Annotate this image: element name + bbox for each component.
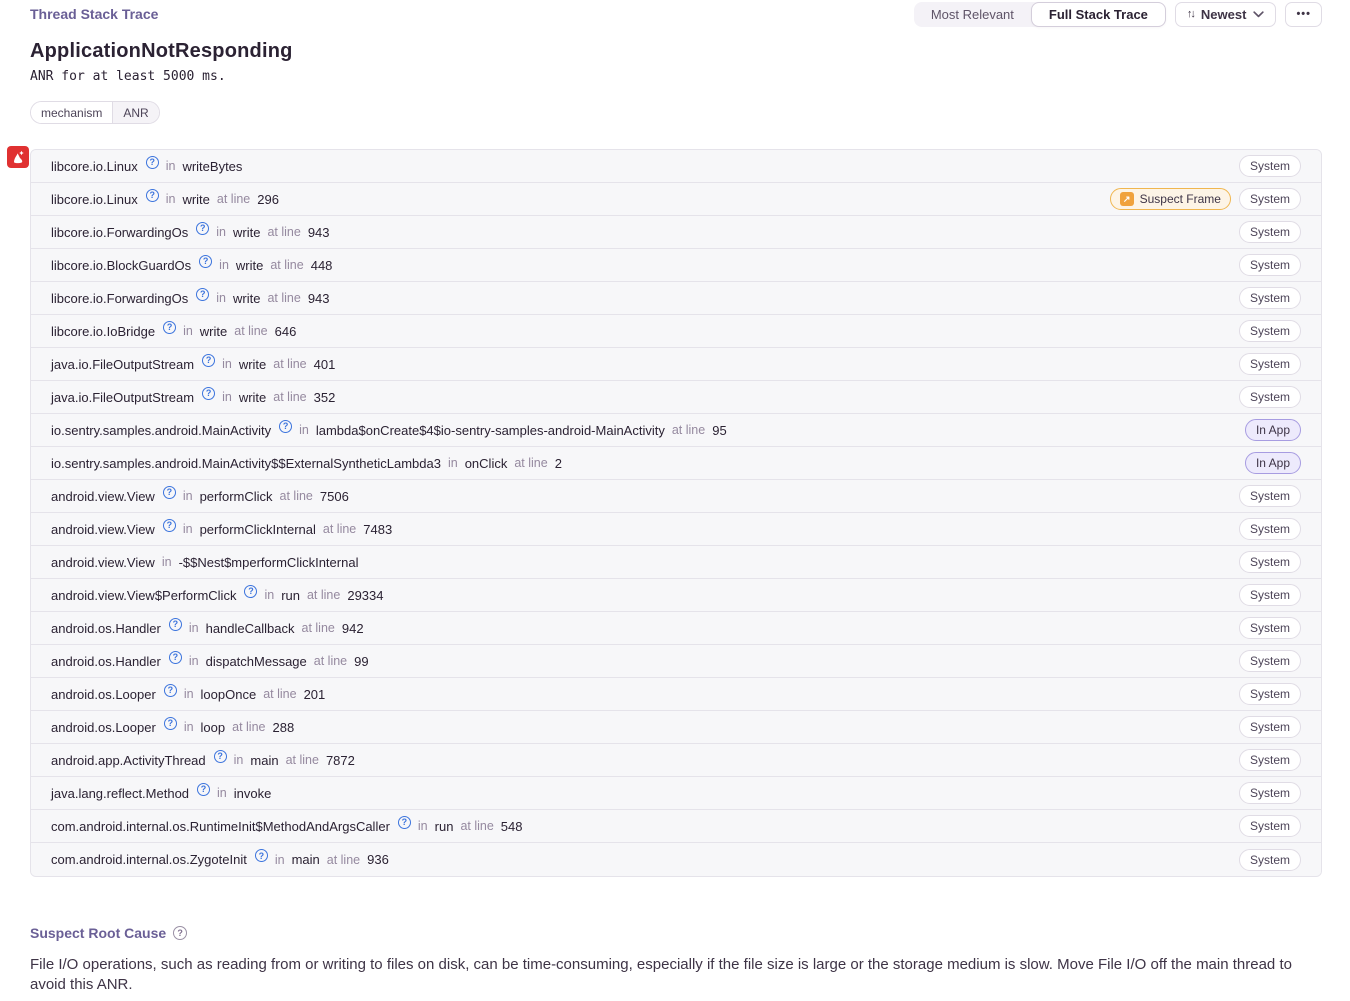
- frame-module: android.view.View$PerformClick: [51, 587, 237, 603]
- frame-module: java.io.FileOutputStream: [51, 389, 195, 405]
- frame-origin-badge: System: [1239, 650, 1301, 672]
- frame-function: handleCallback: [205, 620, 295, 636]
- frame-function: main: [250, 752, 279, 768]
- ellipsis-icon: •••: [1296, 7, 1311, 20]
- section-header: [30, 1, 1322, 27]
- module-help-icon[interactable]: ?: [197, 783, 210, 796]
- frame-badges: [1239, 551, 1301, 573]
- frame-atline-label: at line: [671, 423, 706, 437]
- frame-badges: [1239, 584, 1301, 606]
- stack-frame-row[interactable]: [31, 744, 1321, 777]
- frame-in-label: in: [447, 456, 458, 470]
- stack-frame-row[interactable]: [31, 216, 1321, 249]
- more-options-button[interactable]: [1285, 2, 1322, 27]
- stack-frame-row[interactable]: [31, 447, 1321, 480]
- frame-atline-label: at line: [270, 258, 304, 272]
- frame-badges: [1239, 782, 1301, 804]
- frame-origin-badge: System: [1239, 683, 1301, 705]
- frame-badges: [1239, 353, 1301, 375]
- frame-badges: [1245, 452, 1301, 474]
- frame-origin-badge: System: [1239, 353, 1301, 375]
- frame-in-label: in: [222, 357, 232, 371]
- header-controls: [914, 2, 1322, 27]
- stack-frame-row[interactable]: [31, 348, 1321, 381]
- frame-function: write: [235, 257, 264, 273]
- tag-mechanism[interactable]: [30, 101, 160, 124]
- frame-badges: [1239, 485, 1301, 507]
- frame-atline-label: at line: [306, 588, 341, 602]
- frame-module: android.os.Handler: [51, 620, 161, 636]
- module-help-icon[interactable]: ?: [255, 849, 268, 862]
- frame-module: io.sentry.samples.android.MainActivity: [51, 422, 272, 438]
- frame-origin-badge: System: [1239, 782, 1301, 804]
- frame-origin-badge: System: [1239, 386, 1301, 408]
- stack-frame-row[interactable]: [31, 315, 1321, 348]
- frame-module: libcore.io.ForwardingOs: [51, 224, 189, 240]
- frame-function: write: [233, 290, 261, 306]
- toggle-most-relevant[interactable]: Most Relevant: [914, 2, 1031, 27]
- frame-badges: [1239, 849, 1301, 871]
- frame-module: android.os.Looper: [51, 719, 156, 735]
- frame-module: android.view.View: [51, 488, 155, 504]
- toggle-full-stack-trace[interactable]: Full Stack Trace: [1031, 2, 1166, 27]
- frame-line-number: 2: [554, 455, 562, 471]
- event-title: ApplicationNotResponding: [30, 40, 293, 62]
- frame-line-number: 7483: [363, 521, 393, 537]
- frame-in-label: in: [216, 291, 227, 305]
- frame-origin-badge: System: [1239, 485, 1301, 507]
- frame-atline-label: at line: [263, 687, 297, 701]
- frame-badges: [1239, 716, 1301, 738]
- frame-origin-badge: System: [1239, 221, 1301, 243]
- stack-frame-row[interactable]: [31, 249, 1321, 282]
- suspect-root-cause-section: [30, 925, 1322, 995]
- frame-in-label: in: [183, 687, 194, 701]
- frame-atline-label: at line: [232, 720, 266, 734]
- frame-function: main: [291, 852, 320, 867]
- stack-frame-row[interactable]: [31, 546, 1321, 579]
- frame-badges: [1239, 320, 1301, 342]
- frame-function: write: [199, 323, 228, 339]
- stack-frame-row[interactable]: [31, 513, 1321, 546]
- module-help-icon[interactable]: ?: [398, 816, 411, 829]
- frame-badges: [1239, 254, 1301, 276]
- frame-in-label: in: [417, 819, 428, 833]
- frame-atline-label: at line: [313, 654, 348, 668]
- module-help-icon[interactable]: ?: [196, 222, 209, 235]
- stack-frame-row[interactable]: [31, 414, 1321, 447]
- frame-origin-badge: System: [1239, 617, 1301, 639]
- frame-function: dispatchMessage: [205, 653, 307, 669]
- frame-badges: [1239, 650, 1301, 672]
- frame-line-number: 646: [274, 323, 297, 339]
- frame-in-label: in: [182, 489, 193, 503]
- frame-line-number: 548: [500, 818, 523, 834]
- frame-atline-label: at line: [273, 357, 307, 371]
- frame-origin-badge: System: [1239, 749, 1301, 771]
- module-help-icon[interactable]: ?: [244, 585, 257, 598]
- tag-value: ANR: [112, 102, 158, 123]
- frame-origin-badge: System: [1239, 815, 1301, 837]
- frame-badges: [1239, 386, 1301, 408]
- frame-module: android.app.ActivityThread: [51, 752, 206, 768]
- module-help-icon[interactable]: ?: [163, 321, 176, 334]
- stack-frame-row[interactable]: [31, 381, 1321, 414]
- root-cause-body: File I/O operations, such as reading from or writing to files on disk, can be time-consuming, especially if the file size is large or the storage medium is slow. Move File I/O off the main thread to avoid this ANR.: [30, 956, 1292, 993]
- frame-line-number: 99: [354, 653, 369, 669]
- section-title: Thread Stack Trace: [30, 6, 159, 22]
- frame-in-label: in: [216, 225, 227, 239]
- frame-line-number: 936: [367, 852, 389, 867]
- frame-origin-badge: System: [1239, 287, 1301, 309]
- frame-in-label: in: [165, 192, 176, 206]
- stack-trace-list: [30, 149, 1322, 877]
- frame-origin-badge: System: [1239, 716, 1301, 738]
- frame-badges: [1245, 419, 1301, 441]
- frame-in-label: in: [188, 654, 199, 668]
- frame-atline-label: at line: [285, 753, 319, 767]
- module-help-icon[interactable]: ?: [169, 651, 182, 664]
- frame-atline-label: at line: [267, 225, 301, 239]
- frame-line-number: 296: [257, 191, 279, 207]
- sort-arrows-icon: ↑↓: [1186, 8, 1194, 20]
- stack-frame-row[interactable]: [31, 810, 1321, 843]
- sort-newest-button[interactable]: [1175, 2, 1277, 27]
- frame-atline-label: at line: [273, 390, 307, 404]
- frame-badges: [1239, 221, 1301, 243]
- module-help-icon[interactable]: ?: [279, 420, 292, 433]
- frame-atline-label: at line: [279, 489, 313, 503]
- root-cause-title: Suspect Root Cause: [30, 925, 167, 941]
- frame-function: lambda$onCreate$4$io-sentry-samples-android-MainActivity: [315, 422, 665, 438]
- frame-atline-label: at line: [301, 621, 335, 635]
- frame-origin-badge: System: [1239, 155, 1301, 177]
- event-subtitle: ANR for at least 5000 ms.: [30, 69, 226, 84]
- frame-line-number: 401: [313, 356, 336, 372]
- frame-module: io.sentry.samples.android.MainActivity$$ExternalSyntheticLambda3: [51, 455, 441, 471]
- frame-module: libcore.io.Linux: [51, 158, 138, 174]
- frame-atline-label: at line: [267, 291, 301, 305]
- frame-module: com.android.internal.os.RuntimeInit$MethodAndArgsCaller: [51, 818, 390, 834]
- stack-frame-row[interactable]: [31, 183, 1321, 216]
- frame-function: performClick: [199, 488, 273, 504]
- frame-in-label: in: [222, 390, 232, 404]
- module-help-icon[interactable]: ?: [202, 354, 215, 367]
- frame-origin-badge: System: [1239, 849, 1301, 871]
- frame-line-number: 29334: [347, 587, 384, 603]
- frame-atline-label: at line: [326, 852, 361, 867]
- frame-badges: [1110, 188, 1301, 210]
- frame-in-label: in: [188, 621, 199, 635]
- frame-module: java.lang.reflect.Method: [51, 785, 190, 801]
- frame-origin-badge: System: [1239, 188, 1301, 210]
- stack-frame-row[interactable]: [31, 480, 1321, 513]
- frame-function: -$$Nest$mperformClickInternal: [178, 554, 359, 570]
- frame-function: write: [238, 389, 267, 405]
- frame-origin-badge: In App: [1245, 452, 1301, 474]
- frame-function: writeBytes: [182, 158, 243, 174]
- stack-frame-row[interactable]: [31, 282, 1321, 315]
- stack-frame-row[interactable]: [31, 612, 1321, 645]
- frame-in-label: in: [274, 852, 285, 867]
- frame-line-number: 7872: [325, 752, 355, 768]
- suspect-arrow-icon: ↗: [1120, 192, 1134, 206]
- module-help-icon[interactable]: ?: [202, 387, 215, 400]
- frame-module: android.view.View: [51, 521, 155, 537]
- frame-in-label: in: [161, 555, 172, 569]
- module-help-icon[interactable]: ?: [164, 684, 177, 697]
- stack-frame-row[interactable]: [31, 843, 1321, 876]
- frame-atline-label: at line: [234, 324, 268, 338]
- frame-atline-label: at line: [216, 192, 251, 206]
- frame-badges: [1239, 155, 1301, 177]
- frame-badges: [1239, 749, 1301, 771]
- frame-badges: [1239, 683, 1301, 705]
- frame-module: java.io.FileOutputStream: [51, 356, 195, 372]
- frame-function: loopOnce: [200, 686, 257, 702]
- frame-badges: [1239, 518, 1301, 540]
- java-platform-icon: [7, 146, 29, 168]
- frame-in-label: in: [183, 720, 194, 734]
- root-cause-title-row: [30, 925, 1322, 941]
- frame-function: run: [281, 587, 300, 603]
- frame-in-label: in: [299, 423, 309, 437]
- stack-trace-section: [30, 149, 1322, 877]
- frame-module: libcore.io.ForwardingOs: [51, 290, 189, 306]
- frame-origin-badge: System: [1239, 584, 1301, 606]
- stack-frame-row[interactable]: [31, 777, 1321, 810]
- module-help-icon[interactable]: ?: [169, 618, 182, 631]
- frame-line-number: 448: [310, 257, 333, 273]
- frame-line-number: 7506: [319, 488, 349, 504]
- frame-in-label: in: [264, 588, 275, 602]
- frame-module: libcore.io.IoBridge: [51, 323, 156, 339]
- stack-frame-row[interactable]: [31, 645, 1321, 678]
- stack-frame-row[interactable]: [31, 150, 1321, 183]
- module-help-icon[interactable]: ?: [199, 255, 212, 268]
- suspect-frame-badge[interactable]: [1110, 188, 1231, 210]
- frame-origin-badge: System: [1239, 254, 1301, 276]
- frame-in-label: in: [165, 159, 176, 173]
- frame-function: performClickInternal: [199, 521, 316, 537]
- frame-line-number: 352: [313, 389, 336, 405]
- frame-origin-badge: System: [1239, 320, 1301, 342]
- frame-line-number: 95: [712, 422, 727, 438]
- frame-line-number: 943: [307, 290, 330, 306]
- module-help-icon[interactable]: ?: [163, 519, 176, 532]
- frame-badges: [1239, 617, 1301, 639]
- frame-atline-label: at line: [514, 456, 548, 470]
- tag-key: mechanism: [31, 102, 112, 123]
- frame-atline-label: at line: [322, 522, 357, 536]
- frame-in-label: in: [219, 258, 229, 272]
- module-help-icon[interactable]: ?: [146, 189, 159, 202]
- frame-function: run: [434, 818, 454, 834]
- frame-origin-badge: In App: [1245, 419, 1301, 441]
- frame-badges: [1239, 287, 1301, 309]
- module-help-icon[interactable]: ?: [146, 156, 159, 169]
- frame-function: invoke: [233, 785, 272, 801]
- module-help-icon[interactable]: ?: [164, 717, 177, 730]
- frame-line-number: 288: [272, 719, 295, 735]
- frame-module: android.view.View: [51, 554, 155, 570]
- frame-line-number: 943: [307, 224, 330, 240]
- frame-line-number: 201: [303, 686, 326, 702]
- frame-atline-label: at line: [460, 819, 494, 833]
- frame-in-label: in: [217, 786, 227, 800]
- frame-badges: [1239, 815, 1301, 837]
- frame-module: com.android.internal.os.ZygoteInit: [51, 852, 247, 867]
- module-help-icon[interactable]: ?: [214, 750, 227, 763]
- frame-function: loop: [200, 719, 226, 735]
- frame-line-number: 942: [341, 620, 364, 636]
- frame-in-label: in: [183, 324, 193, 338]
- chevron-down-icon: [1253, 11, 1264, 18]
- tags-row: [30, 101, 1322, 124]
- stack-frame-row[interactable]: [31, 711, 1321, 744]
- frame-function: write: [238, 356, 267, 372]
- frame-in-label: in: [182, 522, 193, 536]
- stack-trace-view-toggle: [914, 2, 1166, 27]
- root-cause-help-icon[interactable]: ?: [173, 926, 187, 940]
- frame-function: write: [233, 224, 261, 240]
- frame-origin-badge: System: [1239, 551, 1301, 573]
- module-help-icon[interactable]: ?: [196, 288, 209, 301]
- frame-origin-badge: System: [1239, 518, 1301, 540]
- frame-function: write: [182, 191, 210, 207]
- frame-in-label: in: [233, 753, 244, 767]
- sort-label: Newest: [1200, 6, 1247, 22]
- frame-module: libcore.io.BlockGuardOs: [51, 257, 192, 273]
- stack-frame-row[interactable]: [31, 579, 1321, 612]
- stack-frame-row[interactable]: [31, 678, 1321, 711]
- suspect-frame-label: Suspect Frame: [1139, 192, 1221, 206]
- module-help-icon[interactable]: ?: [163, 486, 176, 499]
- frame-module: libcore.io.Linux: [51, 191, 138, 207]
- frame-module: android.os.Looper: [51, 686, 156, 702]
- frame-module: android.os.Handler: [51, 653, 161, 669]
- frame-function: onClick: [464, 455, 508, 471]
